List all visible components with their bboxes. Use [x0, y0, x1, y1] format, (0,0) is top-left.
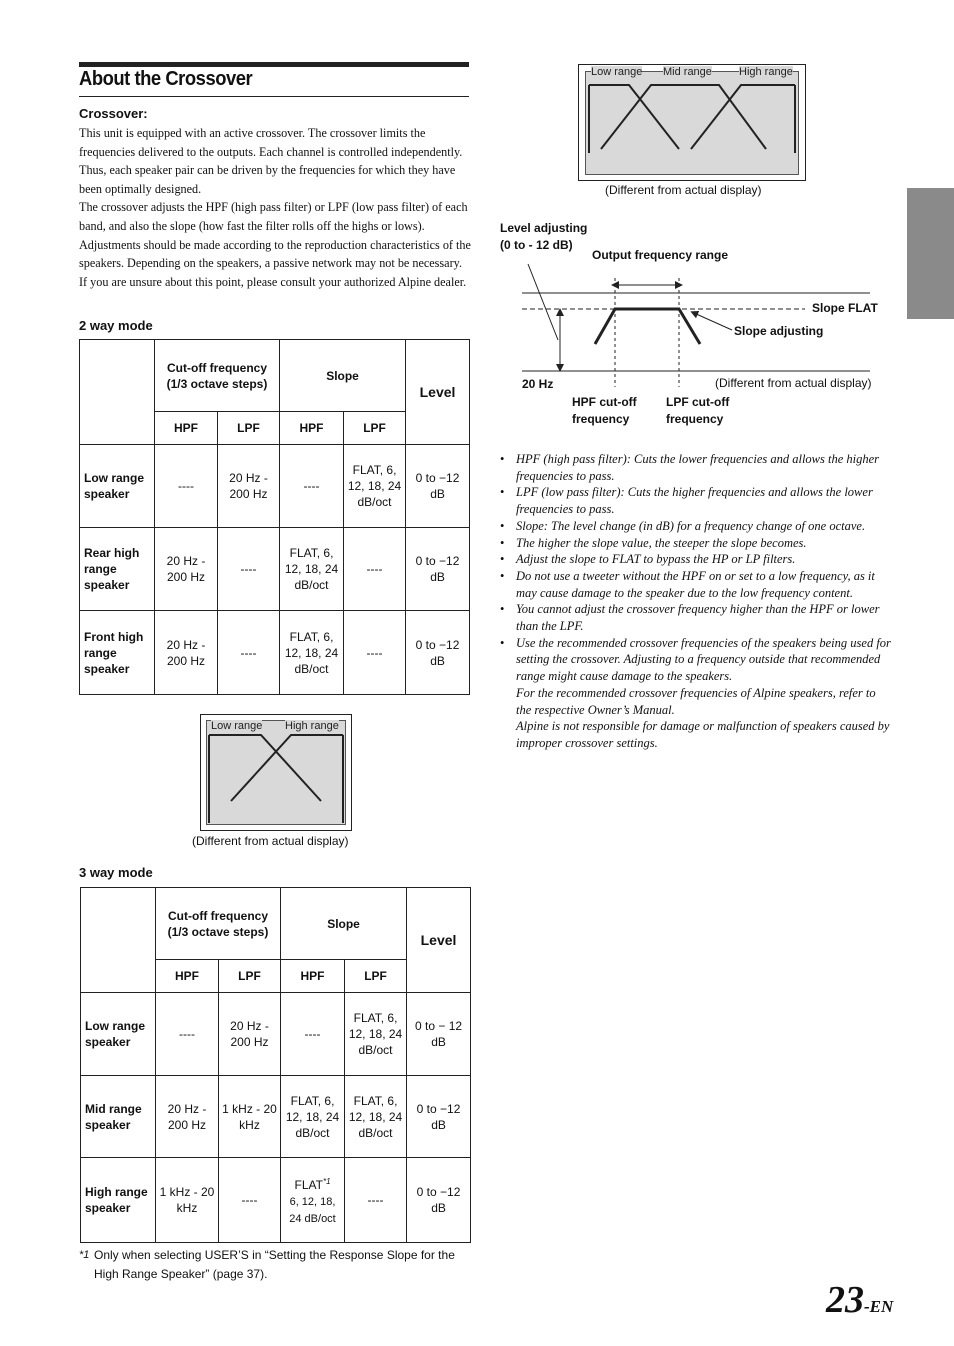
cell [281, 1158, 345, 1243]
note-paragraph: For the recommended crossover frequencies of Alpine speakers, refer to the respective Owner’s Manual. [516, 685, 876, 717]
cutoff-header: Cut-off frequency (1/3 octave steps) [156, 888, 281, 960]
footnote-mark: *1 [322, 1176, 331, 1186]
cell: ---- [344, 528, 406, 611]
row-header: Rear high range speaker [80, 528, 155, 611]
display-caption: (Different from actual display) [192, 834, 349, 848]
slope-flat-label: Slope FLAT [812, 301, 878, 315]
table-row [80, 528, 470, 611]
cell: ---- [345, 1158, 407, 1243]
two-way-heading: 2 way mode [79, 318, 153, 333]
crossover-curve-graphic [201, 715, 351, 830]
20hz-label: 20 Hz [522, 377, 554, 391]
cell: ---- [280, 445, 344, 528]
cell: FLAT, 6, 12, 18, 24 dB/oct [280, 528, 344, 611]
cell: 20 Hz - 200 Hz [155, 611, 218, 695]
slope-adjusting-label: Slope adjusting [734, 324, 824, 338]
display-caption: (Different from actual display) [605, 183, 762, 197]
empty-header-cell [81, 888, 156, 993]
page-suffix: -EN [864, 1297, 894, 1316]
three-way-table [80, 887, 471, 1243]
page-number-digits: 23 [826, 1279, 864, 1321]
row-header: High range speaker [81, 1158, 156, 1243]
high-range-label: High range [739, 66, 793, 78]
lpf-cutoff-label: frequency [666, 412, 724, 426]
row-header: Front high range speaker [80, 611, 155, 695]
lpf-header: LPF [345, 960, 407, 993]
cell: ---- [155, 445, 218, 528]
footnote-text: Only when selecting USER’S in “Setting the Response Slope for the High Range Speaker” (page 37). [94, 1248, 455, 1281]
high-range-label: High range [285, 720, 339, 732]
page-title: About the Crossover [79, 68, 253, 90]
title-rule [79, 96, 469, 97]
section-tab [907, 188, 954, 319]
cell: FLAT, 6, 12, 18, 24 dB/oct [280, 611, 344, 695]
hpf-header: HPF [281, 960, 345, 993]
slope-header: Slope [281, 888, 407, 960]
empty-header-cell [80, 340, 155, 445]
cell: FLAT, 6, 12, 18, 24 dB/oct [281, 1076, 345, 1158]
table-row [80, 611, 470, 695]
cell: 20 Hz - 200 Hz [156, 1076, 219, 1158]
crossover-paragraph: This unit is equipped with an active crossover. The crossover limits the frequencies delivered to the outputs. Each channel is controlled independently. Thus, each speaker pair can be driven by the frequencies for which they have been optimally designed. [79, 126, 463, 196]
three-way-display [578, 64, 806, 181]
row-header: Low range speaker [80, 445, 155, 528]
cell: ---- [218, 611, 280, 695]
cell: FLAT, 6, 12, 18, 24 dB/oct [345, 993, 407, 1076]
lpf-cutoff-label: LPF cut-off [666, 395, 730, 409]
cell: 0 to −12 dB [406, 611, 470, 695]
cell: FLAT, 6, 12, 18, 24 dB/oct [344, 445, 406, 528]
two-way-display [200, 714, 352, 831]
two-way-table [79, 339, 470, 695]
three-way-heading: 3 way mode [79, 865, 153, 880]
hpf-header: HPF [280, 412, 344, 445]
cell: 0 to −12 dB [407, 1076, 471, 1158]
low-range-label: Low range [591, 66, 643, 78]
list-item: • The higher the slope value, the steeper the slope becomes. [500, 535, 892, 552]
list-item: • LPF (low pass filter): Cuts the higher frequencies and allows the lower frequencies to pass. [500, 484, 892, 517]
list-item: • Slope: The level change (in dB) for a frequency change of one octave. [500, 518, 892, 535]
hpf-cutoff-label: HPF cut-off [572, 395, 637, 409]
note-paragraph: • Use the recommended crossover frequencies of the speakers being used for setting the crossover. Adjusting to a frequency outside that recommended range might cause damage to the speakers. [516, 635, 891, 684]
cell: 20 Hz - 200 Hz [218, 445, 280, 528]
list-item: • You cannot adjust the crossover frequency higher than the HPF or lower than the LPF. [500, 601, 892, 634]
list-item: • HPF (high pass filter): Cuts the lower frequencies and allows the higher frequencies to pass. [500, 451, 892, 484]
slope-header: Slope [280, 340, 406, 412]
level-adjusting-label: Level adjusting [500, 221, 588, 235]
flat-label: FLAT [294, 1177, 323, 1192]
crossover-curve-graphic [579, 65, 805, 180]
cell: 20 Hz - 200 Hz [219, 993, 281, 1076]
note-paragraph: Alpine is not responsible for damage or malfunction of speakers caused by improper crossover settings. [516, 719, 890, 750]
cell: 0 to −12 dB [407, 1158, 471, 1243]
list-item: • Adjust the slope to FLAT to bypass the HP or LP filters. [500, 551, 892, 568]
crossover-paragraph: The crossover adjusts the HPF (high pass filter) or LPF (low pass filter) of each band, and also the slope (how fast the filter rolls off the highs or lows). Adjustments should be made according to the reproduction characteristics of the speakers. Depending on the speakers, a passive network may not be necessary. If you are unsure about this point, please consult your authorized Alpine dealer. [79, 200, 471, 289]
lpf-header: LPF [219, 960, 281, 993]
footnote-mark: *1 [79, 1249, 90, 1261]
output-range-label: Output frequency range [592, 248, 729, 262]
table-row [81, 1158, 471, 1243]
cell: ---- [344, 611, 406, 695]
display-caption: (Different from actual display) [715, 376, 872, 390]
cell: 0 to −12 dB [406, 445, 470, 528]
table-row [81, 1076, 471, 1158]
cell: FLAT, 6, 12, 18, 24 dB/oct [345, 1076, 407, 1158]
cell: 1 kHz - 20 kHz [156, 1158, 219, 1243]
list-item [500, 635, 892, 752]
cell: ---- [156, 993, 219, 1076]
low-range-label: Low range [211, 720, 263, 732]
level-header: Level [407, 888, 471, 993]
level-range-label: (0 to - 12 dB) [500, 238, 573, 252]
row-header: Low range speaker [81, 993, 156, 1076]
list-item: • Do not use a tweeter without the HPF on or set to a low frequency, as it may cause damage to the speaker due to the low frequency content. [500, 568, 892, 601]
lpf-header: LPF [344, 412, 406, 445]
footnote [79, 1246, 474, 1283]
cell: ---- [219, 1158, 281, 1243]
cutoff-header: Cut-off frequency (1/3 octave steps) [155, 340, 280, 412]
table-row [80, 445, 470, 528]
lpf-header: LPF [218, 412, 280, 445]
level-header: Level [406, 340, 470, 445]
cell: 1 kHz - 20 kHz [219, 1076, 281, 1158]
hpf-header: HPF [156, 960, 219, 993]
cell: 0 to −12 dB [406, 528, 470, 611]
page-number [826, 1278, 893, 1322]
table-row [81, 993, 471, 1076]
cell: 20 Hz - 200 Hz [155, 528, 218, 611]
hpf-cutoff-label: frequency [572, 412, 630, 426]
crossover-body [79, 124, 471, 291]
cell: ---- [281, 993, 345, 1076]
hpf-header: HPF [155, 412, 218, 445]
slope-values: 6, 12, 18, 24 dB/oct [289, 1195, 336, 1225]
frequency-response-diagram [500, 262, 900, 392]
row-header: Mid range speaker [81, 1076, 156, 1158]
cell: 0 to − 12 dB [407, 993, 471, 1076]
title-bar [79, 62, 469, 67]
crossover-heading: Crossover: [79, 106, 148, 121]
mid-range-label: Mid range [663, 66, 712, 78]
cell: ---- [218, 528, 280, 611]
notes-list [500, 451, 892, 752]
